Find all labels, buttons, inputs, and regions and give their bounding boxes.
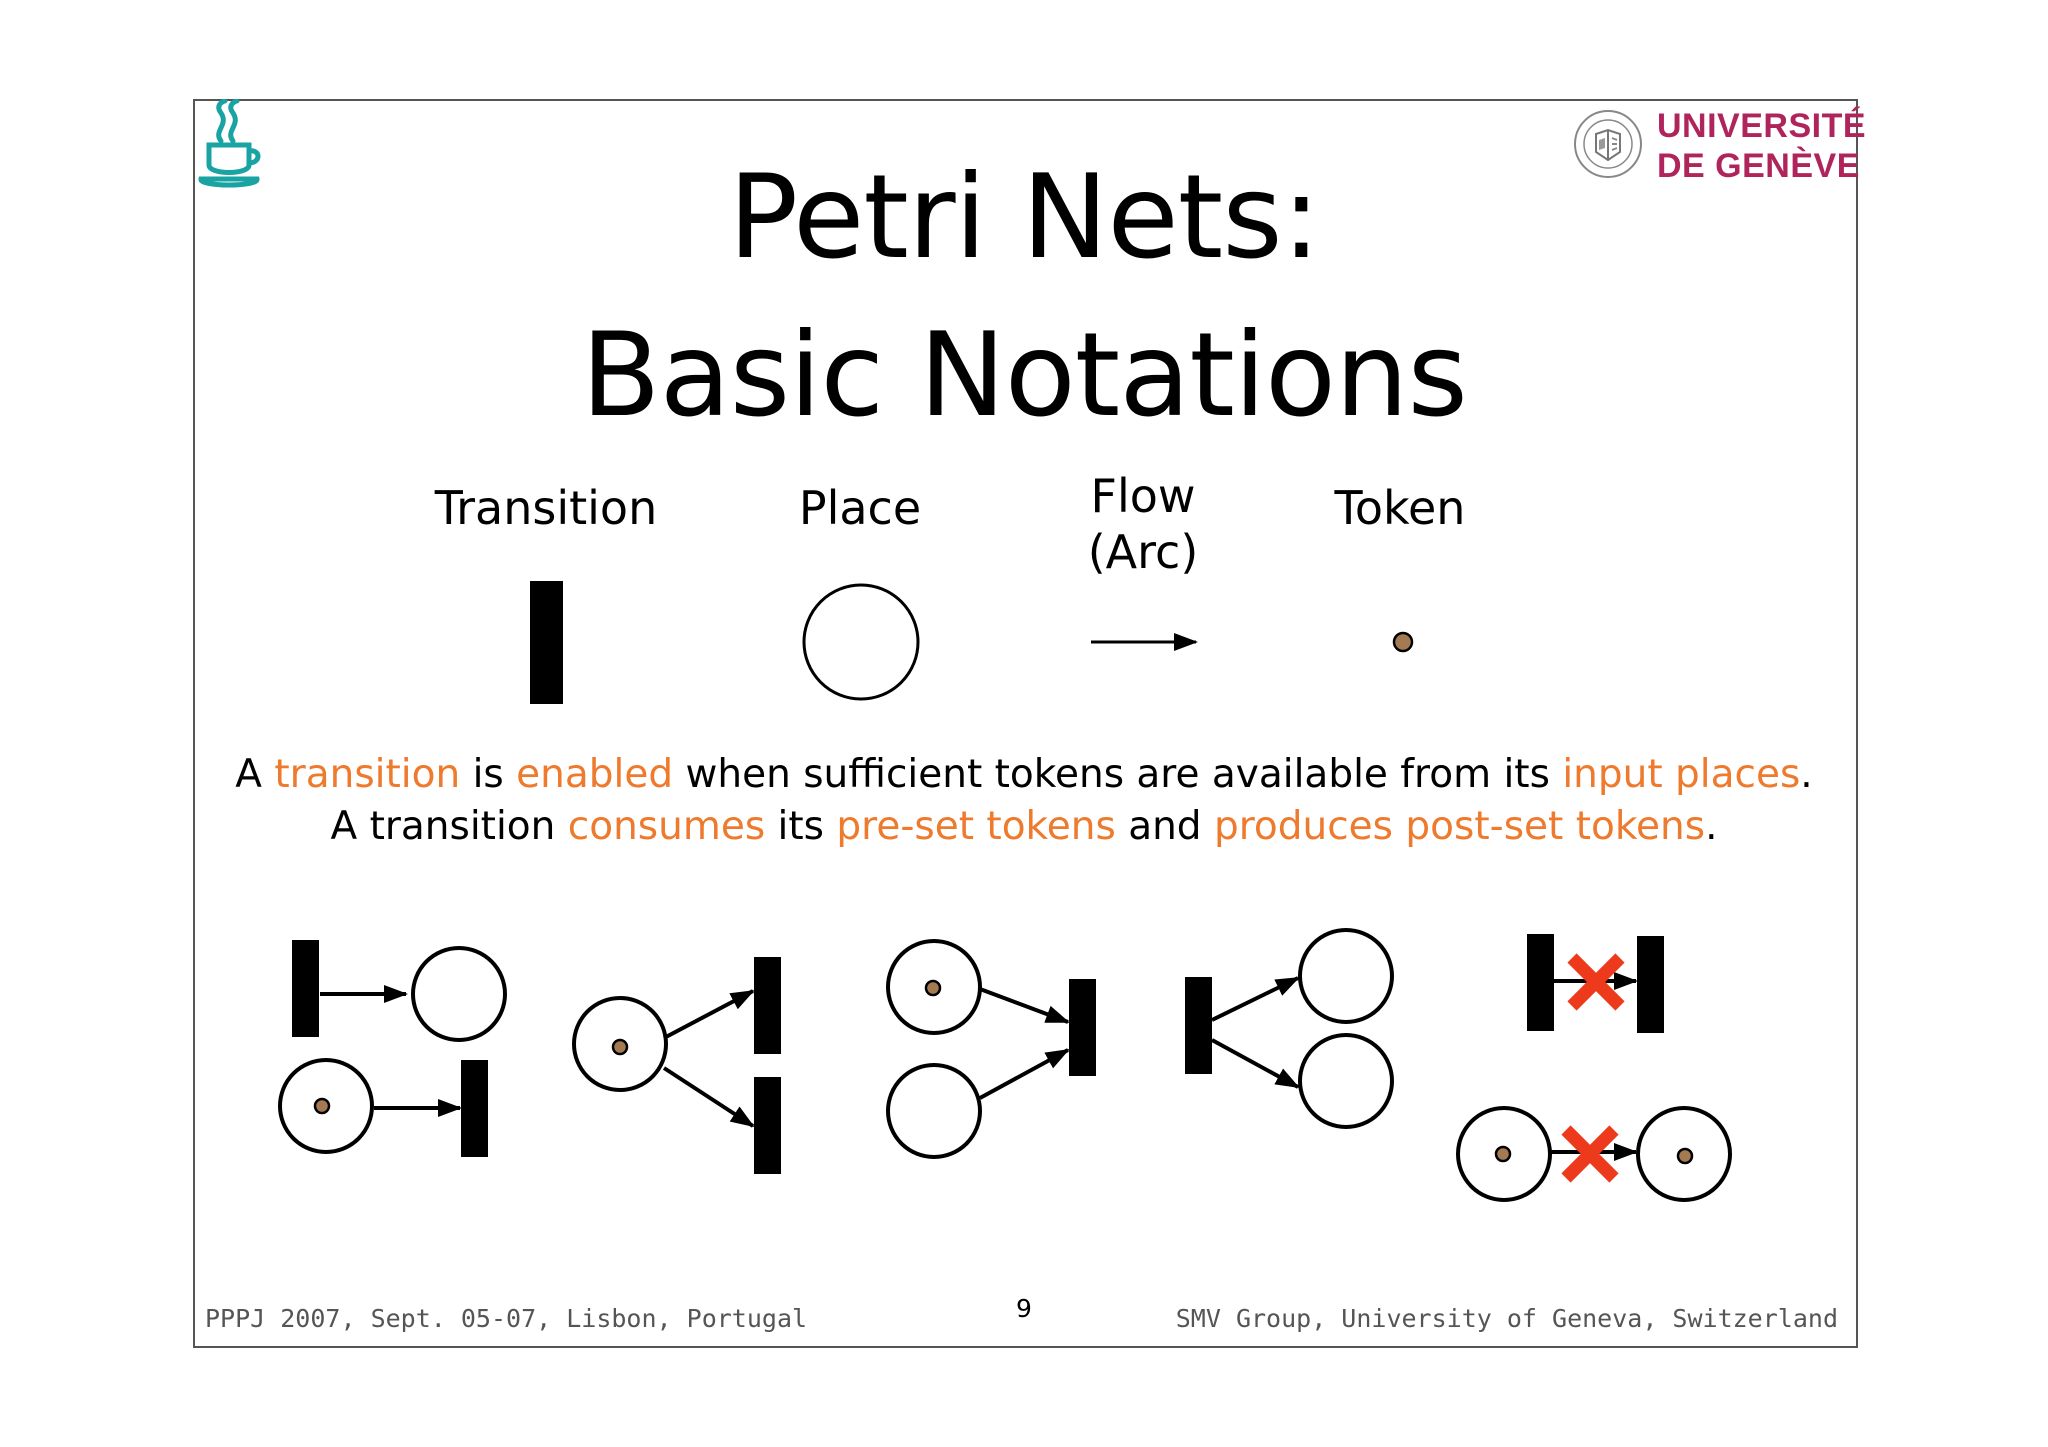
example-transition-to-place xyxy=(292,940,505,1040)
example-forbidden-place-to-place xyxy=(1458,1108,1730,1200)
sentence1-highlight-input-places: input places xyxy=(1562,752,1801,797)
legend-transition-label: Transition xyxy=(434,481,658,535)
sentence1-text-c: when sufficient tokens are available from its xyxy=(673,752,1563,797)
sentence1-text-b: is xyxy=(460,752,517,797)
footer-affiliation: SMV Group, University of Geneva, Switzerland xyxy=(1175,1304,1838,1333)
sentence1-text-a: A xyxy=(235,752,275,797)
sentence1-highlight-enabled: enabled xyxy=(516,752,674,797)
footer-conference: PPPJ 2007, Sept. 05-07, Lisbon, Portugal xyxy=(205,1304,808,1333)
example-place-to-transition xyxy=(280,1060,488,1157)
legend-flow-line2: (Arc) xyxy=(1087,525,1199,579)
sentence1-text-d: . xyxy=(1800,752,1813,797)
legend-flow-line1: Flow xyxy=(1090,469,1196,523)
page-number: 9 xyxy=(1016,1294,1032,1323)
slide-title-line2: Basic Notations xyxy=(581,308,1467,443)
sentence2-highlight-consumes: consumes xyxy=(567,804,766,849)
university-name-line1: UNIVERSITÉ xyxy=(1657,107,1867,145)
sentence1-highlight-transition: transition xyxy=(274,752,461,797)
sentence2-text-a: A transition xyxy=(330,804,568,849)
legend-token-label: Token xyxy=(1334,481,1466,535)
sentence2-highlight-post-set: produces post-set tokens xyxy=(1213,804,1706,849)
sentence2-text-d: . xyxy=(1705,804,1718,849)
example-forbidden-transition-to-transition xyxy=(1527,934,1664,1033)
legend-place-symbol xyxy=(804,585,918,699)
legend-place-label: Place xyxy=(798,481,922,535)
example-place-to-two-transitions xyxy=(574,957,781,1174)
university-name-line2: DE GENÈVE xyxy=(1657,147,1860,185)
example-transition-to-two-places xyxy=(1185,930,1392,1127)
sentence2-text-c: and xyxy=(1115,804,1214,849)
slide-title-line1: Petri Nets: xyxy=(728,150,1320,285)
sentence2-text-b: its xyxy=(765,804,837,849)
example-two-places-to-transition xyxy=(888,941,1096,1157)
sentence2-highlight-pre-set: pre-set tokens xyxy=(836,804,1116,849)
legend-transition-symbol xyxy=(530,581,563,704)
legend-token-symbol xyxy=(1394,633,1412,651)
